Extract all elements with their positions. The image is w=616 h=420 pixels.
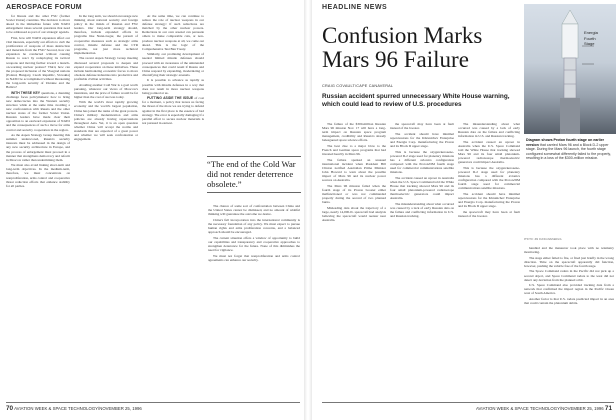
- rocket-illustration: [524, 4, 616, 134]
- folio-right: [476, 405, 612, 412]
- body-paragraph: The misunderstanding about what occurred was caused by a lack of early Russian data on the failure and conflicting information in U.S. and Russian tracking.: [458, 122, 520, 139]
- caption-text: that carried Mars 96 and a Block D-2 upper stage. During the Mars 96 launch, the fourth stage configured somewhat differently failed to fire properly, resulting in a loss of the $300-million mission.: [526, 142, 611, 160]
- right-column-2: [390, 122, 454, 400]
- section-tag-headline-news: HEADLINE NEWS: [322, 4, 388, 11]
- section-tag-forum: AEROSPACE FORUM: [6, 4, 82, 11]
- footer-rule-right: [322, 402, 614, 403]
- body-paragraph: the spacecraft may have been at fault instead of the booster.: [458, 209, 520, 218]
- left-column-4-top: [208, 14, 300, 152]
- run-in-heading: PUTTING ASIDE THE ISSUE: [147, 96, 195, 101]
- body-paragraph: First, how will NATO expansion affect our vital interests, especially our efforts to curb the proliferation of weapons of mass destruction and materials from the FSU? Second, how can expansion be conducted without causing Russia to react by redeploying its tactical weapons and moving further toward a launch-on-warning nuclear posture? Third, how can the proposed inclusion of the Visegrad nations (Poland, Hungary, Czech Republic, Slovakia) in NATO be accomplished without threatening the long-term security of Ukraine and the Baltics?: [6, 35, 70, 90]
- body-paragraph: The failure of the $300-million Russian Mars 96 mission Nov. 17 will have a long-term impact on Russian space program management, credibility and Russia's already beleaguered space science efforts.: [322, 122, 386, 143]
- body-paragraph: As the Aspen Strategy Group meeting this summer underscored, Russia's security interests must be addressed in the design of any new security architecture in Europe, and the process of enlargement must proceed in a manner that strengthens democracy and reform in Moscow rather than undermining them.: [6, 133, 70, 162]
- body-paragraph: U.S. Space Command also provided tracking data from a network that confirmed the impact region in the Pacific Ocean west of South America.: [524, 283, 614, 296]
- headline-line-2: Mars 96 Failure: [322, 47, 469, 72]
- body-paragraph: The failure sparked an unusual international incident when President Bill Clinton notified Australian Prime Minister John Howard to warn about the possible impact of Mars 96 and its nuclear power sources on Australia.: [322, 157, 386, 183]
- pull-quote: “The end of the Cold War did not render deterrence obsolete.”: [207, 156, 301, 193]
- body-paragraph: The Space Command radars in the Pacific did not pick up a second object, and Space Command radars to the west did not detect any deviation from the planned orbit.: [524, 269, 614, 282]
- right-column-2b: [458, 122, 520, 400]
- body-paragraph: The accident caused an uproar in Australia when the U.S. Space Command told the White House that tracking showed Mars 96 and its four small plutonium-powered radioisotope thermoelectric generators could impact Australia.: [390, 175, 454, 201]
- caption-lead: Diagram shows Proton fourth stage on earlier version: [526, 138, 605, 147]
- photo-label-stage: Stage: [584, 41, 595, 46]
- body-paragraph: It is possible to advance as rapidly as possible with missile defenses in a way that does not result in more nuclear weapons being pointed at us.: [142, 78, 204, 95]
- photo-credit: PHOTO: JIM DUNCAN/ENERGIA: [524, 238, 562, 241]
- run-in-heading: WITH THESE KEY: [11, 90, 42, 95]
- body-paragraph: WITH THESE KEY questions, a daunting challenge faces policymakers: how to bring new democracies into the Western security structure while at the same time avoiding a new confrontation with Russia and the other nuclear states of the former Soviet Union. Russian leaders have made clear their opposition to an eastward expansion of NATO and the consequences of such a move for arms control and security cooperation in the region.: [6, 90, 70, 132]
- body-paragraph: This is because the oxygen/kerosene-powered D-2 stage used for planetary missions has a different avionics configuration compared with the Proton/DM fourth stage used for commercial communications satellite missions.: [458, 165, 520, 191]
- left-column-1: [6, 14, 70, 400]
- page-number: 70: [6, 405, 14, 412]
- photo-caption: [526, 138, 614, 161]
- body-paragraph: for Russia and the other FSU (former Soviet Union) countries. The decision to move ahead in the immediate future with NATO enlargement raises several questions that need to be addressed as part of our strategic agenda.: [6, 14, 70, 35]
- rocket-stage-body: [564, 58, 576, 98]
- article-headline: [322, 24, 522, 72]
- right-page: [312, 0, 616, 420]
- rocket-stage-photo: [524, 4, 616, 134]
- body-paragraph: The accident should have minimal repercussions for the Khrunichev Enterprise and Energia Corp. manufacturing the Proton and its Block D upper stage.: [390, 131, 454, 148]
- body-paragraph: At the same time, we can continue to reduce the role of nuclear weapons in our defense strategy: if such reductions are matched by the other nuclear powers. Reductions in our own arsenal can persuade others to make comparable cuts, or non-produce nuclear weapons at all, we come out ahead. This is the logic of the Comprehensive Test Ban Treaty.: [142, 14, 204, 51]
- body-paragraph: Avoiding another Cold War is a goal worth pursuing, whatever our views of Moscow's intentions, and the price of failure would be far higher than the cost of success today.: [74, 82, 138, 99]
- body-paragraph: We must also avoid linking short-term and long-term objectives. In the medium-term, therefore, we must concentrate on nonproliferation, arms control and cooperative threat reduction efforts that enhance stability for all parties.: [6, 163, 70, 188]
- publication-line-right: AVIATION WEEK & SPACE TECHNOLOGY/NOVEMBER 25, 1996: [476, 406, 604, 411]
- photo-label-energia: Energia: [584, 30, 598, 35]
- body-paragraph: The stage either failed to fire, or fired just briefly in the wrong direction. Time on the spacecraft apparently did function, however, pushing the vehicle free of the fourth stage.: [524, 255, 614, 268]
- left-column-3: [142, 14, 204, 400]
- right-column-3: [524, 246, 614, 400]
- body-paragraph: The current situation offers a window of opportunity to build our capabilities and transparency and cooperative approaches to strengthen deterrence for the future. None of this diminishes the need for vigilance.: [208, 235, 300, 252]
- page-gutter: [304, 0, 312, 420]
- left-page: [0, 0, 304, 420]
- left-column-4: [208, 204, 300, 400]
- right-column-1: [322, 122, 386, 400]
- body-paragraph: We must not forget that nonproliferation and arms control agreements can enhance our security.: [208, 253, 300, 262]
- body-paragraph: The best clue to a major blow to the French and German space programs that had invested heavily in Mars 96.: [322, 143, 386, 157]
- body-paragraph: handled and the maneuver took place with no telemetry monitoring.: [524, 246, 614, 255]
- body-paragraph: The chance of some sort of confrontation between China and the United States cannot be dismissed, and no amount of wishful thinking will guarantee the outcome we desire.: [208, 204, 300, 217]
- body-paragraph: China's full incorporation into the international community is the necessary foundation of any policy. We must expect to pursue human rights and arms proliferation concerns, and a balanced approach should be encouraged.: [208, 217, 300, 235]
- page-number-right: 71: [604, 405, 612, 412]
- body-paragraph: PUTTING ASIDE THE ISSUE of cost for a moment, a policy that leaves us facing the threat of the more we are trying to defend against in the first place is the essence of bad strategy. The error is especially damaging if a parallel effort to secure nuclear materials is not pursued in earnest.: [142, 96, 204, 125]
- headline-line-1: Confusion Marks: [322, 23, 483, 48]
- body-paragraph: The accident caused an uproar in Australia when the U.S. Space Command told the White House that tracking showed Mars 96 and its four small plutonium-powered radioisotope thermoelectric generators could impact Australia.: [458, 139, 520, 165]
- rocket-lower-stage: [560, 98, 580, 134]
- photo-label-fourth: Fourth: [584, 36, 596, 41]
- byline: CRAIG COVAULT/CAPE CANAVERAL: [322, 84, 394, 88]
- body-paragraph: Similarly, our promising development of needed limited missile defenses should proceed with an awareness of the unintended consequences that could result if Russia and China respond by expanding, modernizing or diversifying their strategic arsenals.: [142, 52, 204, 77]
- article-deck: Russian accident spurred unnecessary White House warning, which could lead to review of U.S. procedures: [322, 93, 510, 108]
- body-paragraph: In the long term, we should encourage new thinking about national security and foreign policy in the minds of Russian and FSU leaders. Our long-term strategy should, therefore, include expanded efforts in programs like Nunn-Lugar, the pursuit of cooperative measures such as strategic arms control, missile defense and the CTR programs, not just more technical implementation.: [74, 14, 138, 55]
- body-paragraph: Another factor is that U.S. radars predicted impact in an area that could contain the plutonium debris.: [524, 297, 614, 306]
- publication-line: AVIATION WEEK & SPACE TECHNOLOGY/NOVEMBER 25, 1996: [14, 406, 142, 411]
- body-paragraph: the spacecraft may have been at fault instead of the booster.: [390, 122, 454, 131]
- body-paragraph: Misleading data about the trajectory of a large, nearly 14,000-lb. spacecraft had analysts believing the spacecraft would reenter near Australia.: [322, 205, 386, 223]
- left-column-2: [74, 14, 138, 400]
- rocket-nose: [562, 10, 578, 24]
- body-paragraph: The accident should have minimal repercussions for the Khrunichev Enterprise and Energia Corp. manufacturing the Proton and its Block D upper stage.: [458, 192, 520, 209]
- body-paragraph: The misunderstanding about what occurred was caused by a lack of early Russian data on the failure and conflicting information in U.S. and Russian tracking.: [390, 201, 454, 218]
- body-paragraph: With the world's most rapidly growing economy and the world's largest population, China has joined the ranks of the great powers. China's military modernization and arms policies are already having repercussions throughout Asia. Yet, it is an open question whether China will accept the norms and standards that are expected of a great power and whether we will seek confrontation or engagement.: [74, 100, 138, 142]
- body-paragraph: The Mars 96 mission failed when the fourth stage of its Proton booster either malfunctioned or was not commanded properly during the second of two planned burns.: [322, 183, 386, 205]
- footer-rule: [6, 402, 300, 403]
- folio-left: [6, 405, 142, 412]
- body-paragraph: This is because the oxygen/kerosene-powered D-2 stage used for planetary missions has a different avionics configuration compared with the Proton/DM fourth stage used for commercial communications satellite missions.: [390, 149, 454, 175]
- body-paragraph: The recent Aspen Strategy Group meeting discussed several proposals to deepen and expand cooperation on these initiatives. These include harmonizing economic forces to move obsolete defense industries into productive and profitable civilian activities.: [74, 56, 138, 81]
- rocket-fairing: [562, 24, 578, 58]
